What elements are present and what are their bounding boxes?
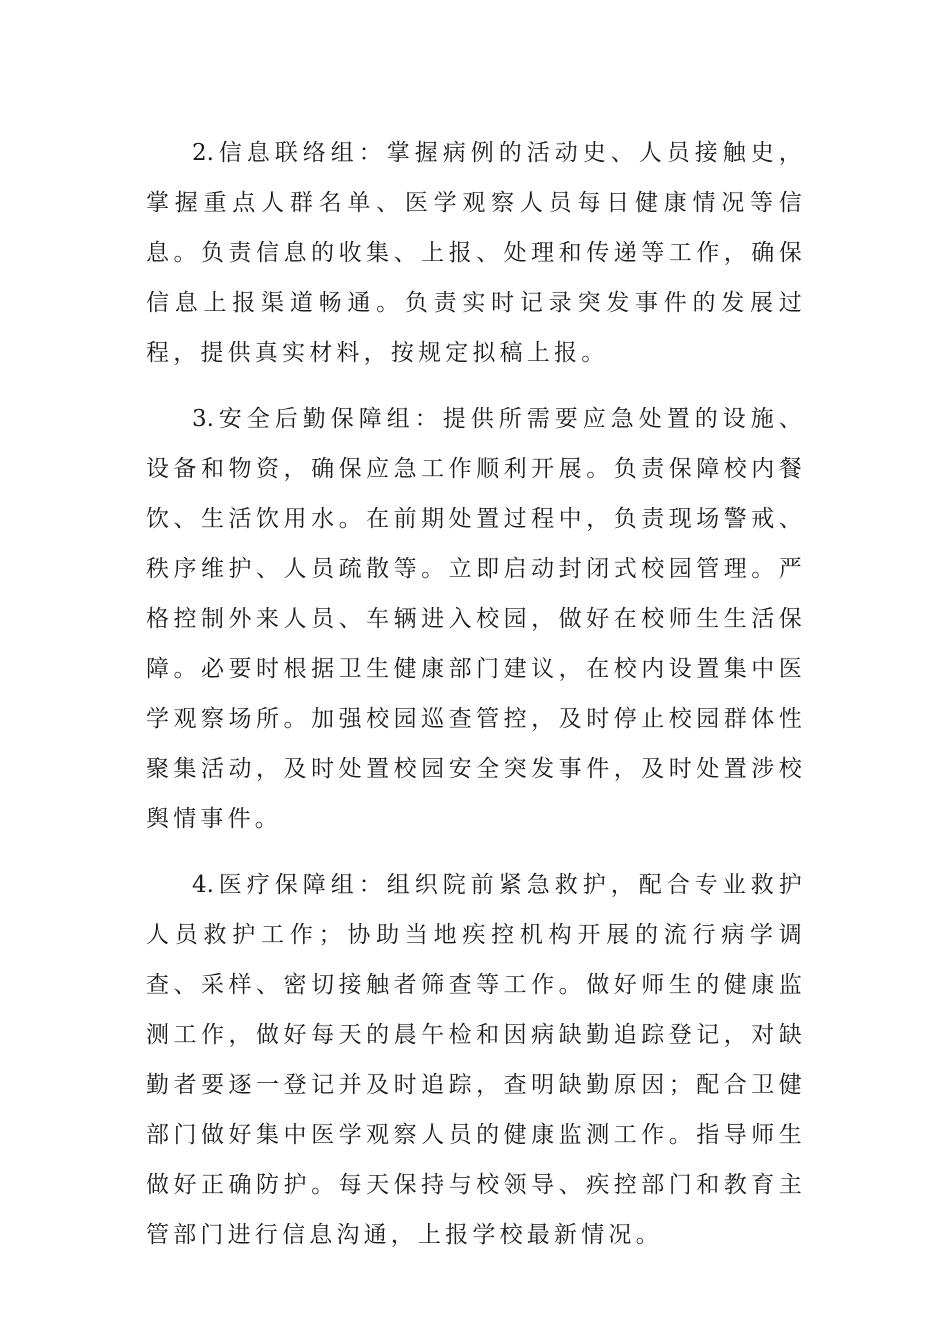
paragraph-text: 安全后勤保障组：提供所需要应急处置的设施、设备和物资，确保应急工作顺利开展。负责保障校内餐饮、生活饮用水。在前期处置过程中，负责现场警戒、秩序维护、人员疏散等。立即启动封闭式校园管理。严格控制外来人员、车辆进入校园，做好在校师生生活保障。必要时根据卫生健康部门建议，在校内设置集中医学观察场所。加强校园巡查管控，及时停止校园群体性聚集活动，及时处置校园安全突发事件，及时处置涉校舆情事件。 — [146, 406, 806, 832]
paragraph-security-logistics-group — [146, 394, 806, 844]
document-page — [146, 128, 806, 1260]
paragraph-text: 信息联络组：掌握病例的活动史、人员接触史，掌握重点人群名单、医学观察人员每日健康情况等信息。负责信息的收集、上报、处理和传递等工作，确保信息上报渠道畅通。负责实时记录突发事件的发展过程，提供真实材料，按规定拟稿上报。 — [146, 140, 806, 366]
paragraph-medical-support-group — [146, 860, 806, 1260]
paragraph-information-liaison-group — [146, 128, 806, 378]
paragraph-text: 医疗保障组：组织院前紧急救护，配合专业救护人员救护工作；协助当地疾控机构开展的流行病学调查、采样、密切接触者筛查等工作。做好师生的健康监测工作，做好每天的晨午检和因病缺勤追踪登记，对缺勤者要逐一登记并及时追踪，查明缺勤原因；配合卫健部门做好集中医学观察人员的健康监测工作。指导师生做好正确防护。每天保持与校领导、疾控部门和教育主管部门进行信息沟通，上报学校最新情况。 — [146, 872, 806, 1248]
paragraph-number: 4. — [192, 872, 214, 898]
paragraph-number: 3. — [192, 406, 214, 432]
paragraph-number: 2. — [192, 140, 214, 166]
